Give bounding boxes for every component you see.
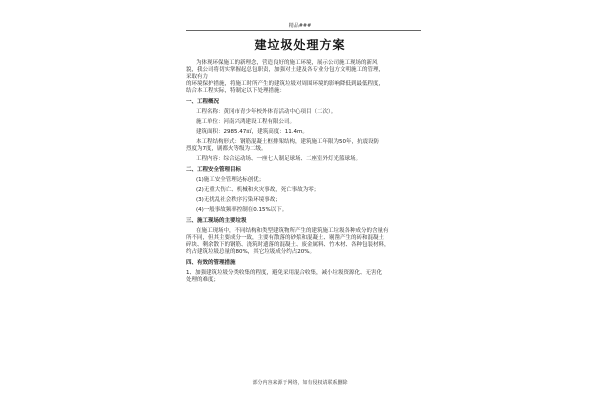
section-line: 施工单位：河南兴鸿建设工程有限公司。 [196, 119, 296, 125]
section-line: 工程内容：综合运动场、一座七人制足球场、二座室外灯光篮球场。 [196, 156, 362, 162]
section-line: (3)无扰乱社会秩序污染环境事故； [196, 197, 281, 203]
section-line: 建筑面积：2985.47㎡，建筑高度：11.4m。 [196, 129, 308, 135]
section-line: (4)一般事故频率控制在0.15%以下。 [196, 207, 288, 213]
intro-line: 貌，我公司将切实掌握起总包职责，加强对土建及各专业分包方文明施工的管理， [186, 67, 385, 73]
header-rule [186, 30, 421, 31]
document-body [186, 60, 426, 284]
section-line: 处理的难度； [186, 277, 220, 283]
section-line: 在施工现场中，不同结构和类型建筑物所产生的建筑施工垃圾各种成分的含量有 [196, 228, 389, 234]
footer-note: 部分内容来源于网络，如有侵权请联系删除 [252, 380, 348, 386]
section-line: 1、加强建筑垃圾分类收集的程度，避免采用混合收集，减小垃圾资源化、无害化 [186, 270, 383, 276]
intro-line: 采取有力 [186, 74, 209, 80]
header-mark: 精品### [288, 23, 312, 29]
section-heading: 三、施工现场的主要垃圾 [186, 218, 247, 224]
section-line: (1)施工安全管理达标创优； [196, 177, 265, 183]
section-line: 工程名称：黄冈市青少年校外体育活动中心项目（二次）。 [196, 109, 337, 115]
intro-line: 的环境保护措施，将施工时所产生的建筑垃圾对周围环境的影响降低到最低程度， [186, 81, 385, 87]
page-title: 建垃圾处理方案 [254, 38, 346, 52]
section-heading: 四、有效的管理措施 [186, 260, 236, 266]
section-line: 烈度为7度，剧都火等级为二级。 [186, 146, 267, 152]
section-heading: 一、工程概况 [186, 99, 220, 105]
section-line: 所不同，但其主要成分一致，主要有散落的砂浆和混凝土、剔凿产生的砖和混凝土 [186, 235, 385, 241]
section-heading: 二、工程安全管理目标 [186, 167, 242, 173]
section-line: 本工程结构形式：钢筋混凝土框排架结构，建筑施工年限为50年，抗震设防 [196, 139, 380, 145]
section-line: 碎块、剩余散下的钢筋、浇筑时遗落的混凝土、废金属料、竹木材、各种包装材料， [186, 242, 390, 248]
section-line: 约占建筑垃圾总量的80%，其它垃圾成分约占20%。 [186, 249, 315, 255]
intro-line: 结合本工程实际，特制定以下处理措施： [186, 88, 286, 94]
section-line: (2)无重大伤亡、机械和火灾事故，死亡事故为零； [196, 187, 320, 193]
intro-line: 为体现环保施工的新理念，营造良好的施工环境，展示公司施工现场的新风 [196, 60, 378, 66]
